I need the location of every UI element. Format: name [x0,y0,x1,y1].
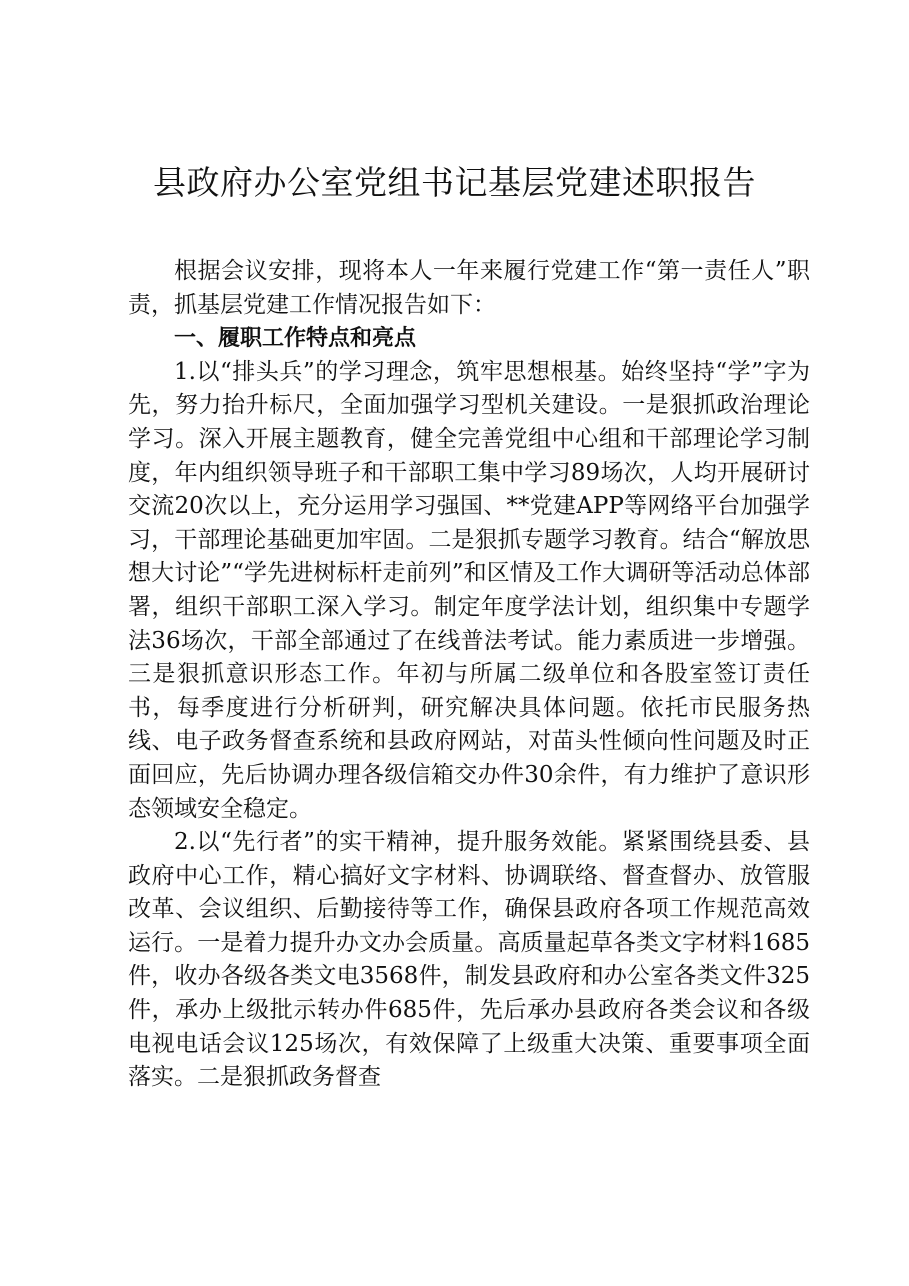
intro-paragraph: 根据会议安排，现将本人一年来履行党建工作“第一责任人”职责，抓基层党建工作情况报告如下： [128,258,810,318]
document-title: 县政府办公室党组书记基层党建述职报告 [153,163,756,202]
body-paragraph-2: 2.以“先行者”的实干精神，提升服务效能。紧紧围绕县委、县政府中心工作，精心搞好文字材料、协调联络、督查督办、放管服改革、会议组织、后勤接待等工作，确保县政府各项工作规范高效运行。一是着力提升办文办会质量。高质量起草各类文字材料1685件，收办各级各类文电3568件，制发县政府和办公室各类文件325件，承办上级批示转办件685件，先后承办县政府各类会议和各级电视电话会议125场次，有效保障了上级重大决策、重要事项全面落实。二是狠抓政务督查 [128,829,810,1091]
body-paragraph-1: 1.以“排头兵”的学习理念，筑牢思想根基。始终坚持“学”字为先，努力抬升标尺，全面加强学习型机关建设。一是狠抓政治理论学习。深入开展主题教育，健全完善党组中心组和干部理论学习制度，年内组织领导班子和干部职工集中学习89场次，人均开展研讨交流20次以上，充分运用学习强国、**党建APP等网络平台加强学习，干部理论基础更加牢固。二是狠抓专题学习教育。结合“解放思想大讨论”“学先进树标杆走前列”和区情及工作大调研等活动总体部署，组织干部职工深入学习。制定年度学法计划，组织集中专题学法36场次，干部全部通过了在线普法考试。能力素质进一步增强。三是狠抓意识形态工作。年初与所属二级单位和各股室签订责任书，每季度进行分析研判，研究解决具体问题。依托市民服务热线、电子政务督查系统和县政府网站，对苗头性倾向性问题及时正面回应，先后协调办理各级信箱交办件30余件，有力维护了意识形态领域安全稳定。 [128,358,810,822]
document-body [128,255,810,1095]
section-heading: 一、履职工作特点和亮点 [174,326,417,352]
